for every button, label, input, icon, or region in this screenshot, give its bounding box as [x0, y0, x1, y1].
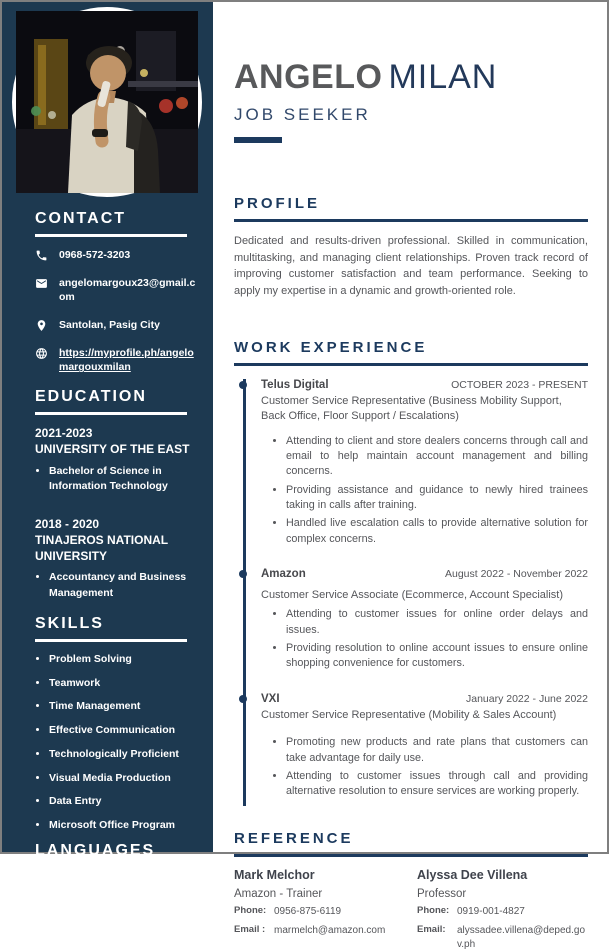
language-item: • English (Fluent)	[49, 881, 198, 897]
contact-website	[35, 346, 198, 375]
reference-phone-label: Phone:	[417, 905, 450, 917]
profile-text: Dedicated and results-driven professional. Skilled in communication, multitasking, and managing client relationships. Proven track record of improving customer satisfaction and team performance. Seeking to apply my expertise in a dynamic and growth-oriented role.	[234, 235, 588, 297]
languages-divider	[35, 866, 187, 869]
reference-section	[234, 830, 588, 952]
job-bullet: • Handled live escalation calls to provide alternative solution for complex concerns.	[286, 516, 588, 547]
contact-phone	[35, 248, 198, 263]
phone-icon	[35, 249, 48, 262]
education-detail: • Accountancy and Business Management	[49, 570, 198, 602]
globe-icon	[35, 347, 48, 360]
profile-section	[234, 195, 588, 299]
reference-name: Alyssa Dee Villena	[417, 868, 528, 883]
job-bullet: • Attending to customer issues for online order delays and issues.	[286, 607, 588, 638]
contact-location	[35, 318, 198, 333]
education-years: 2021-2023	[35, 426, 93, 441]
job-role: Customer Service Representative (Business Mobility Support, Back Office, Floor Support / Escalations)	[261, 395, 562, 423]
skills-heading: SKILLS	[35, 614, 104, 632]
reference-person	[411, 868, 588, 952]
contact-heading: CONTACT	[35, 210, 127, 227]
education-section	[35, 388, 198, 602]
title-accent-bar	[234, 137, 282, 143]
reference-phone-value: 0919-001-4827	[457, 906, 525, 918]
skill-item: • Time Management	[49, 699, 198, 715]
contact-section	[35, 210, 198, 375]
job-bullet: • Providing assistance and guidance to newly hired trainees taking in calls after training.	[286, 483, 588, 514]
reference-email-label: Email :	[234, 924, 266, 936]
work-experience-divider	[234, 363, 588, 366]
timeline-dot	[239, 381, 247, 389]
job-entry	[261, 693, 588, 807]
reference-person	[234, 868, 411, 952]
mail-icon	[35, 277, 48, 290]
experience-timeline	[243, 379, 588, 806]
reference-email-label: Email:	[417, 924, 446, 936]
education-entry	[35, 517, 198, 602]
header	[234, 60, 588, 143]
job-role: Customer Service Associate (Ecommerce, Account Specialist)	[261, 589, 564, 602]
education-school: UNIVERSITY OF THE EAST	[35, 442, 190, 457]
profile-photo	[12, 7, 202, 197]
job-bullet: • Attending to customer issues through call and providing alternative resolution to ensure services are working properly.	[286, 769, 588, 800]
contact-email	[35, 276, 198, 305]
job-dates: January 2022 - June 2022	[465, 692, 588, 705]
job-company: Telus Digital	[261, 379, 329, 391]
full-name	[234, 60, 588, 94]
profile-divider	[234, 219, 588, 222]
contact-website-link[interactable]: https://myprofile.ph/angelomargouxmilan	[59, 346, 194, 374]
reference-phone-value: 0956-875-6119	[274, 906, 342, 918]
timeline-dot	[239, 570, 247, 578]
reference-role: Professor	[417, 888, 467, 901]
contact-divider	[35, 234, 187, 237]
job-dates: OCTOBER 2023 - PRESENT	[451, 379, 588, 391]
reference-role: Amazon - Trainer	[234, 888, 323, 901]
reference-heading: REFERENCE	[234, 830, 354, 848]
skill-item: • Problem Solving	[49, 652, 198, 668]
sidebar	[2, 2, 213, 894]
skill-item: • Microsoft Office Program	[49, 818, 198, 834]
education-divider	[35, 412, 187, 415]
job-title: JOB SEEKER	[234, 105, 371, 124]
education-entry	[35, 426, 198, 495]
contact-list	[35, 248, 198, 375]
reference-divider	[234, 854, 588, 857]
skill-item: • Visual Media Production	[49, 771, 198, 787]
education-heading: EDUCATION	[35, 388, 147, 406]
pin-icon	[35, 319, 48, 332]
skills-section	[35, 615, 198, 834]
job-company: VXI	[261, 692, 280, 705]
timeline-dot	[239, 695, 247, 703]
skill-item: • Effective Communication	[49, 723, 198, 739]
reference-email-value: alyssadee.villena@deped.gov.ph	[457, 925, 586, 951]
reference-list	[234, 868, 588, 952]
contact-phone-value: 0968-572-3203	[59, 249, 131, 261]
contact-email-value: angelomargoux23@gmail.com	[59, 276, 196, 304]
last-name: MILAN	[388, 58, 498, 96]
work-experience-heading: WORK EXPERIENCE	[234, 339, 428, 356]
job-bullet: • Promoting new products and rate plans that customers can take advantage for daily use.	[286, 735, 588, 766]
job-dates: August 2022 - November 2022	[444, 568, 588, 581]
skills-divider	[35, 639, 187, 642]
education-years: 2018 - 2020	[35, 517, 100, 532]
work-experience-section	[234, 339, 588, 806]
reference-phone-label: Phone:	[234, 905, 267, 917]
languages-heading: LANGUAGES	[35, 841, 156, 859]
skill-item: • Technologically Proficient	[49, 747, 198, 763]
languages-section	[35, 842, 198, 897]
skill-item: • Data Entry	[49, 794, 198, 810]
job-entry	[261, 568, 588, 693]
profile-heading: PROFILE	[234, 195, 321, 212]
reference-name: Mark Melchor	[234, 868, 315, 883]
job-company: Amazon	[261, 568, 306, 581]
job-bullet: • Providing resolution to online account issues to ensure online shopping convenience for customers.	[286, 641, 588, 672]
profile-photo-image	[16, 11, 198, 193]
job-role: Customer Service Representative (Mobility & Sales Account)	[261, 708, 557, 721]
skill-item: • Teamwork	[49, 676, 198, 692]
first-name: ANGELO	[234, 58, 383, 96]
education-school: TINAJEROS NATIONAL UNIVERSITY	[35, 533, 168, 563]
job-entry	[261, 379, 588, 568]
reference-email-value: marmelch@amazon.com	[274, 925, 386, 937]
education-detail: • Bachelor of Science in Information Technology	[49, 464, 198, 496]
main-content	[213, 2, 607, 951]
contact-location-value: Santolan, Pasig City	[59, 319, 160, 332]
job-bullet: • Attending to client and store dealers concerns through call and email to help maintain account management and billing concerns.	[286, 434, 588, 480]
